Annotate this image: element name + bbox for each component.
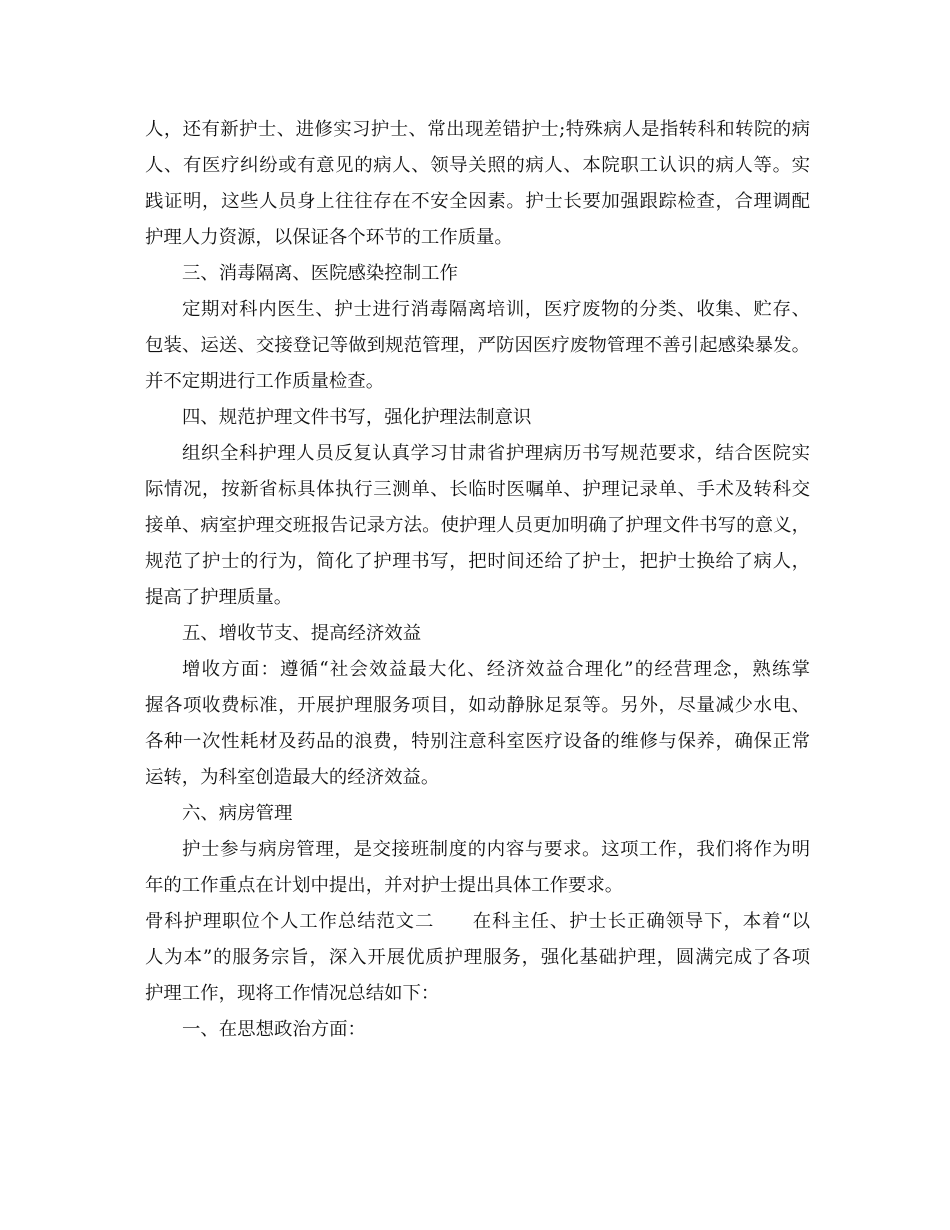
- body-text-line: 护理人力资源，以保证各个环节的工作质量。: [145, 227, 513, 248]
- body-text-line: 护士参与病房管理，是交接班制度的内容与要求。这项工作，我们将作为明: [182, 839, 810, 860]
- body-text-line: 并不定期进行工作质量检查。: [145, 371, 385, 392]
- body-text-line: 年的工作重点在计划中提出，并对护士提出具体工作要求。: [145, 875, 624, 896]
- body-text-line: 各种一次性耗材及药品的浪费，特别注意科室医疗设备的维修与保养，确保正常: [145, 731, 810, 752]
- body-text-line: 际情况，按新省标具体执行三测单、长临时医嘱单、护理记录单、手术及转科交: [145, 479, 810, 500]
- body-text-line: 接单、病室护理交班报告记录方法。使护理人员更加明确了护理文件书写的意义，: [145, 515, 810, 536]
- body-text-line: 增收方面：遵循“社会效益最大化、经济效益合理化”的经营理念，熟练掌: [182, 659, 810, 680]
- section-heading: 四、规范护理文件书写，强化护理法制意识: [182, 407, 532, 428]
- section-heading: 三、消毒隔离、医院感染控制工作: [182, 263, 458, 284]
- section-heading: 六、病房管理: [182, 803, 293, 824]
- body-text-line: 规范了护士的行为，简化了护理书写，把时间还给了护士，把护士换给了病人，: [145, 551, 810, 572]
- body-text-line: 人、有医疗纠纷或有意见的病人、领导关照的病人、本院职工认识的病人等。实: [145, 155, 810, 176]
- body-text-line: 护理工作，现将工作情况总结如下：: [145, 983, 440, 1004]
- body-text-line: 组织全科护理人员反复认真学习甘肃省护理病历书写规范要求，结合医院实: [182, 443, 810, 464]
- body-text-line: 提高了护理质量。: [145, 587, 293, 608]
- body-text-line: 运转，为科室创造最大的经济效益。: [145, 767, 440, 788]
- section-heading: 五、增收节支、提高经济效益: [182, 623, 422, 644]
- body-text-line: 定期对科内医生、护士进行消毒隔离培训，医疗废物的分类、收集、贮存、: [182, 299, 810, 320]
- section-heading: 一、在思想政治方面：: [182, 1019, 366, 1040]
- body-text-line: 人，还有新护士、进修实习护士、常出现差错护士;特殊病人是指转科和转院的病: [145, 119, 810, 140]
- document-title-line: 骨科护理职位个人工作总结范文二 在科主任、护士长正确领导下，本着“以: [145, 911, 810, 932]
- body-text-line: 践证明，这些人员身上往往存在不安全因素。护士长要加强跟踪检查，合理调配: [145, 191, 810, 212]
- body-text-line: 握各项收费标准，开展护理服务项目，如动静脉足泵等。另外，尽量减少水电、: [145, 695, 810, 716]
- body-text-line: 包装、运送、交接登记等做到规范管理，严防因医疗废物管理不善引起感染暴发。: [145, 335, 810, 356]
- document-body: [145, 112, 810, 1048]
- body-text-line: 人为本”的服务宗旨，深入开展优质护理服务，强化基础护理，圆满完成了各项: [145, 947, 810, 968]
